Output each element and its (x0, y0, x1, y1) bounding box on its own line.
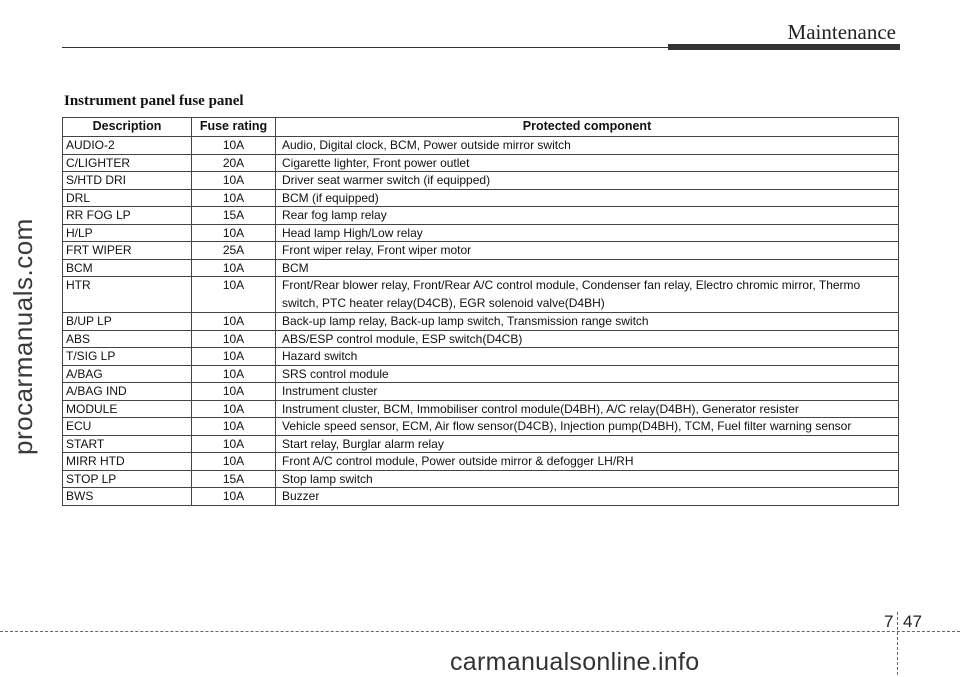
cell-description: DRL (63, 189, 192, 207)
cell-protected-component: Audio, Digital clock, BCM, Power outside mirror switch (276, 137, 899, 155)
table-header-row (63, 118, 899, 137)
cell-protected-component: Front wiper relay, Front wiper motor (276, 242, 899, 260)
cell-description: HTR (63, 277, 192, 313)
cell-protected-component: BCM (if equipped) (276, 189, 899, 207)
cell-description: ECU (63, 418, 192, 436)
cell-description: T/SIG LP (63, 348, 192, 366)
cell-protected-component: Back-up lamp relay, Back-up lamp switch, Transmission range switch (276, 313, 899, 331)
table-row (63, 453, 899, 471)
cell-fuse-rating: 10A (192, 137, 276, 155)
cell-fuse-rating: 10A (192, 488, 276, 506)
table-row (63, 224, 899, 242)
cell-description: MODULE (63, 400, 192, 418)
column-header-fuse-rating: Fuse rating (192, 118, 276, 137)
section-header-title: Maintenance (787, 20, 896, 44)
cell-fuse-rating: 10A (192, 277, 276, 313)
column-header-protected-component: Protected component (276, 118, 899, 137)
table-row (63, 189, 899, 207)
table-row (63, 400, 899, 418)
cell-fuse-rating: 10A (192, 365, 276, 383)
cell-description: BWS (63, 488, 192, 506)
cell-fuse-rating: 10A (192, 224, 276, 242)
table-row (63, 435, 899, 453)
footer-divider (897, 612, 898, 675)
cell-protected-component: Vehicle speed sensor, ECM, Air flow sensor(D4CB), Injection pump(D4BH), TCM, Fuel filter warning sensor (276, 418, 899, 436)
table-row (63, 488, 899, 506)
cell-protected-component: SRS control module (276, 365, 899, 383)
cell-fuse-rating: 10A (192, 453, 276, 471)
cell-description: H/LP (63, 224, 192, 242)
cell-fuse-rating: 15A (192, 207, 276, 225)
cell-description: B/UP LP (63, 313, 192, 331)
bottom-watermark: carmanualsonline.info (450, 648, 700, 676)
table-row (63, 348, 899, 366)
page-number: 47 (903, 612, 922, 631)
chapter-number: 7 (884, 612, 894, 631)
cell-fuse-rating: 25A (192, 242, 276, 260)
cell-fuse-rating: 10A (192, 259, 276, 277)
table-row (63, 470, 899, 488)
table-row (63, 172, 899, 190)
header-bar (668, 44, 900, 50)
cell-protected-component: Front A/C control module, Power outside mirror & defogger LH/RH (276, 453, 899, 471)
cell-protected-component: Driver seat warmer switch (if equipped) (276, 172, 899, 190)
cell-fuse-rating: 10A (192, 172, 276, 190)
cell-description: START (63, 435, 192, 453)
cell-protected-component: Buzzer (276, 488, 899, 506)
column-header-description: Description (63, 118, 192, 137)
cell-description: BCM (63, 259, 192, 277)
cell-description: STOP LP (63, 470, 192, 488)
cell-description: ABS (63, 330, 192, 348)
table-row (63, 154, 899, 172)
cell-fuse-rating: 10A (192, 383, 276, 401)
table-row (63, 418, 899, 436)
cell-protected-component: Head lamp High/Low relay (276, 224, 899, 242)
cell-protected-component: Instrument cluster, BCM, Immobiliser control module(D4BH), A/C relay(D4BH), Generator resister (276, 400, 899, 418)
cell-fuse-rating: 10A (192, 330, 276, 348)
cell-fuse-rating: 10A (192, 348, 276, 366)
table-row (63, 207, 899, 225)
side-watermark: procarmanuals.com (8, 218, 38, 455)
cell-protected-component: Rear fog lamp relay (276, 207, 899, 225)
fuse-table-body (63, 137, 899, 506)
cell-protected-component: Instrument cluster (276, 383, 899, 401)
cell-fuse-rating: 10A (192, 400, 276, 418)
cell-protected-component: Hazard switch (276, 348, 899, 366)
cell-protected-component: BCM (276, 259, 899, 277)
table-row (63, 277, 899, 313)
cell-description: RR FOG LP (63, 207, 192, 225)
table-row (63, 137, 899, 155)
cell-fuse-rating: 10A (192, 435, 276, 453)
header-rule (62, 47, 670, 48)
cell-protected-component: Cigarette lighter, Front power outlet (276, 154, 899, 172)
cell-fuse-rating: 20A (192, 154, 276, 172)
cell-description: A/BAG (63, 365, 192, 383)
fuse-table (62, 117, 899, 506)
cell-description: A/BAG IND (63, 383, 192, 401)
cell-description: AUDIO-2 (63, 137, 192, 155)
cell-protected-component: ABS/ESP control module, ESP switch(D4CB) (276, 330, 899, 348)
cell-protected-component: Stop lamp switch (276, 470, 899, 488)
page-title: Instrument panel fuse panel (64, 93, 244, 109)
cell-description: C/LIGHTER (63, 154, 192, 172)
cell-protected-component: Start relay, Burglar alarm relay (276, 435, 899, 453)
cell-fuse-rating: 10A (192, 313, 276, 331)
cell-fuse-rating: 10A (192, 418, 276, 436)
table-row (63, 365, 899, 383)
cell-description: MIRR HTD (63, 453, 192, 471)
table-row (63, 242, 899, 260)
cell-description: S/HTD DRI (63, 172, 192, 190)
table-row (63, 383, 899, 401)
cell-protected-component: Front/Rear blower relay, Front/Rear A/C control module, Condenser fan relay, Electro chromic mirror, Thermo switch, PTC heater relay(D4CB), EGR solenoid valve(D4BH) (276, 277, 899, 313)
cell-fuse-rating: 15A (192, 470, 276, 488)
table-row (63, 259, 899, 277)
table-row (63, 313, 899, 331)
footer-rule (0, 631, 960, 632)
cell-fuse-rating: 10A (192, 189, 276, 207)
table-row (63, 330, 899, 348)
cell-description: FRT WIPER (63, 242, 192, 260)
